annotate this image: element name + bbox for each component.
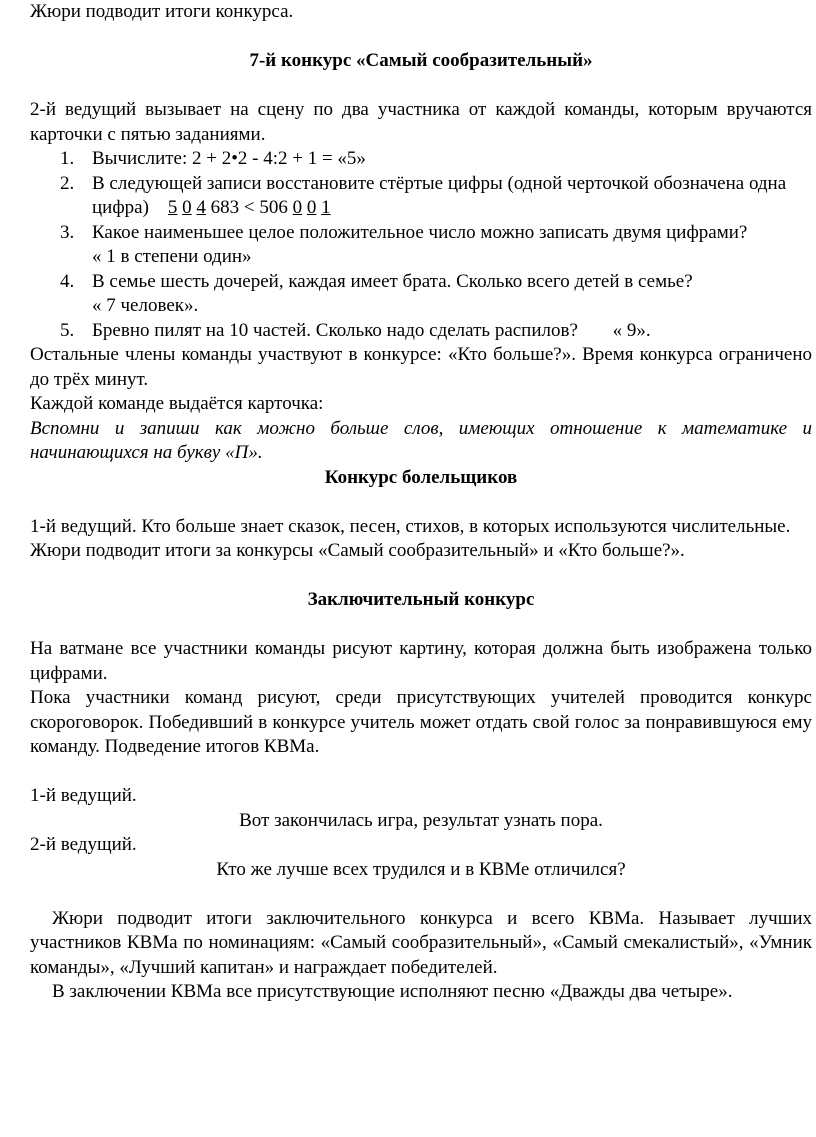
host1-line: Вот закончилась игра, результат узнать пора. (239, 809, 603, 831)
task-item: 3. Какое наименьшее целое положительное число можно записать двумя цифрами? « 1 в степени один» (60, 221, 748, 267)
card-intro: Каждой команде выдаётся карточка: (30, 393, 324, 414)
task-item: 4. В семье шесть дочерей, каждая имеет брата. Сколько всего детей в семье? « 7 человек». (60, 270, 693, 316)
host1-label: 1-й ведущий. (30, 785, 137, 806)
intro-line: Жюри подводит итоги конкурса. (30, 1, 294, 22)
contest7-title: 7-й конкурс «Самый сообразительный» (249, 50, 593, 71)
task-list (30, 147, 812, 343)
task-item: 1. Вычислите: 2 + 2•2 - 4:2 + 1 = «5» (60, 148, 366, 169)
others-paragraph: Остальные члены команды участвуют в конкурсе: «Кто больше?». Время конкурса ограничено до трёх минут. (30, 344, 812, 390)
card-text: Вспомни и запиши как можно больше слов, имеющих отношение к математике и начинающихся на букву «П». (30, 417, 812, 463)
task-item: 5. Бревно пилят на 10 частей. Сколько надо сделать распилов? « 9». (60, 319, 651, 341)
contest7-intro: 2-й ведущий вызывает на сцену по два участника от каждой команды, которым вручаются карточки с пятью заданиями. (30, 99, 812, 145)
closing-paragraph-2: В заключении КВМа все присутствующие исполняют песню «Дважды два четыре». (52, 981, 733, 1002)
task-item: 2. В следующей записи восстановите стёртые цифры (одной черточкой обозначена одна цифра) 5 0 4 683 < 506 0 0 1 (60, 172, 787, 218)
final-title: Заключительный конкурс (307, 589, 535, 610)
host2-label: 2-й ведущий. (30, 834, 137, 855)
final-paragraph-1: На ватмане все участники команды рисуют картину, которая должна быть изображена только цифрами. (30, 638, 812, 684)
host2-line: Кто же лучше всех трудился и в КВМе отличился? (216, 858, 626, 880)
fans-jury: Жюри подводит итоги за конкурсы «Самый сообразительный» и «Кто больше?». (30, 540, 685, 561)
fans-title: Конкурс болельщиков (324, 466, 518, 488)
fans-text: 1-й ведущий. Кто больше знает сказок, песен, стихов, в которых используются числительные. (30, 515, 791, 537)
final-paragraph-2: Пока участники команд рисуют, среди присутствующих учителей проводится конкурс скороговорок. Победивший в конкурсе учитель может отдать свой голос за понравившуюся ему команду. Подведение итогов КВМа. (30, 687, 812, 757)
closing-paragraph-1: Жюри подводит итоги заключительного конкурса и всего КВМа. Называет лучших участников КВМа по номинациям: «Самый сообразительный», «Самый смекалистый», «Умник команды», «Лучший капитан» и награждает победителей. (30, 907, 812, 978)
